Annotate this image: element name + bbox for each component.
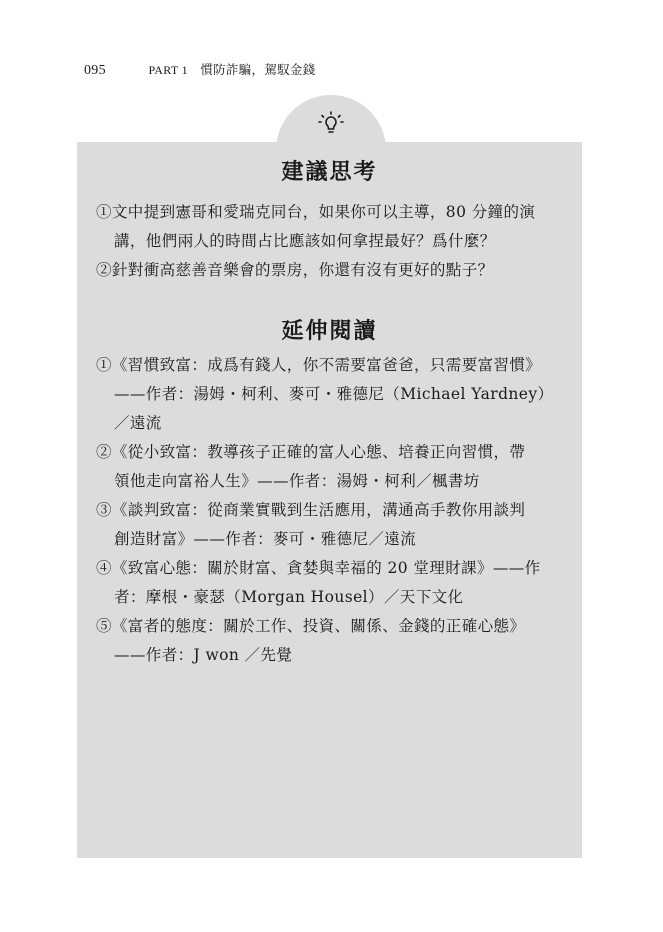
reading-title: 延伸閱讀 bbox=[281, 318, 378, 344]
reading-item-1-line-3: ／遠流 bbox=[114, 414, 162, 432]
part-label: PART 1 bbox=[148, 63, 188, 77]
thinking-item-2-line-1: ②針對衝高慈善音樂會的票房，你還有沒有更好的點子？ bbox=[96, 261, 494, 279]
lightbulb-icon bbox=[316, 109, 346, 139]
thinking-item-1-line-2: 講，他們兩人的時間占比應該如何拿捏最好？爲什麼？ bbox=[114, 232, 496, 250]
thinking-item-2 bbox=[96, 256, 576, 285]
thinking-item-1-line-1: ①文中提到憲哥和愛瑞克同台，如果你可以主導，80 分鐘的演 bbox=[96, 203, 536, 221]
thinking-item-1 bbox=[96, 198, 576, 256]
page-number: 095 bbox=[84, 63, 106, 78]
reading-item-1 bbox=[96, 351, 576, 438]
thinking-title: 建議思考 bbox=[281, 159, 378, 185]
reading-item-3-line-2: 創造財富》——作者：麥可・雅德尼／遠流 bbox=[114, 530, 417, 548]
chapter-title: 慣防詐騙，駕馭金錢 bbox=[200, 62, 316, 77]
content-panel bbox=[77, 142, 582, 858]
reading-item-4-line-2: 者：摩根・豪瑟（Morgan Housel）／天下文化 bbox=[114, 588, 464, 606]
reading-item-1-line-2: ——作者：湯姆・柯利、麥可・雅德尼（Michael Yardney） bbox=[114, 385, 554, 403]
reading-item-4 bbox=[96, 554, 576, 612]
reading-item-4-line-1: ④《致富心態：關於財富、貪婪與幸福的 20 堂理財課》——作 bbox=[96, 559, 541, 577]
running-header bbox=[84, 60, 316, 79]
reading-item-5 bbox=[96, 612, 576, 670]
reading-item-5-line-1: ⑤《富者的態度：關於工作、投資、關係、金錢的正確心態》 bbox=[96, 617, 526, 635]
reading-item-2 bbox=[96, 438, 576, 496]
reading-item-2-line-1: ②《從小致富：教導孩子正確的富人心態、培養正向習慣，帶 bbox=[96, 443, 526, 461]
reading-item-5-line-2: ——作者：J won ／先覺 bbox=[114, 646, 293, 664]
reading-item-1-line-1: ①《習慣致富：成爲有錢人，你不需要富爸爸，只需要富習慣》 bbox=[96, 356, 542, 374]
reading-item-3-line-1: ③《談判致富：從商業實戰到生活應用，溝通高手教你用談判 bbox=[96, 501, 526, 519]
reading-item-3 bbox=[96, 496, 576, 554]
reading-item-2-line-2: 領他走向富裕人生》——作者：湯姆・柯利／楓書坊 bbox=[114, 472, 480, 490]
